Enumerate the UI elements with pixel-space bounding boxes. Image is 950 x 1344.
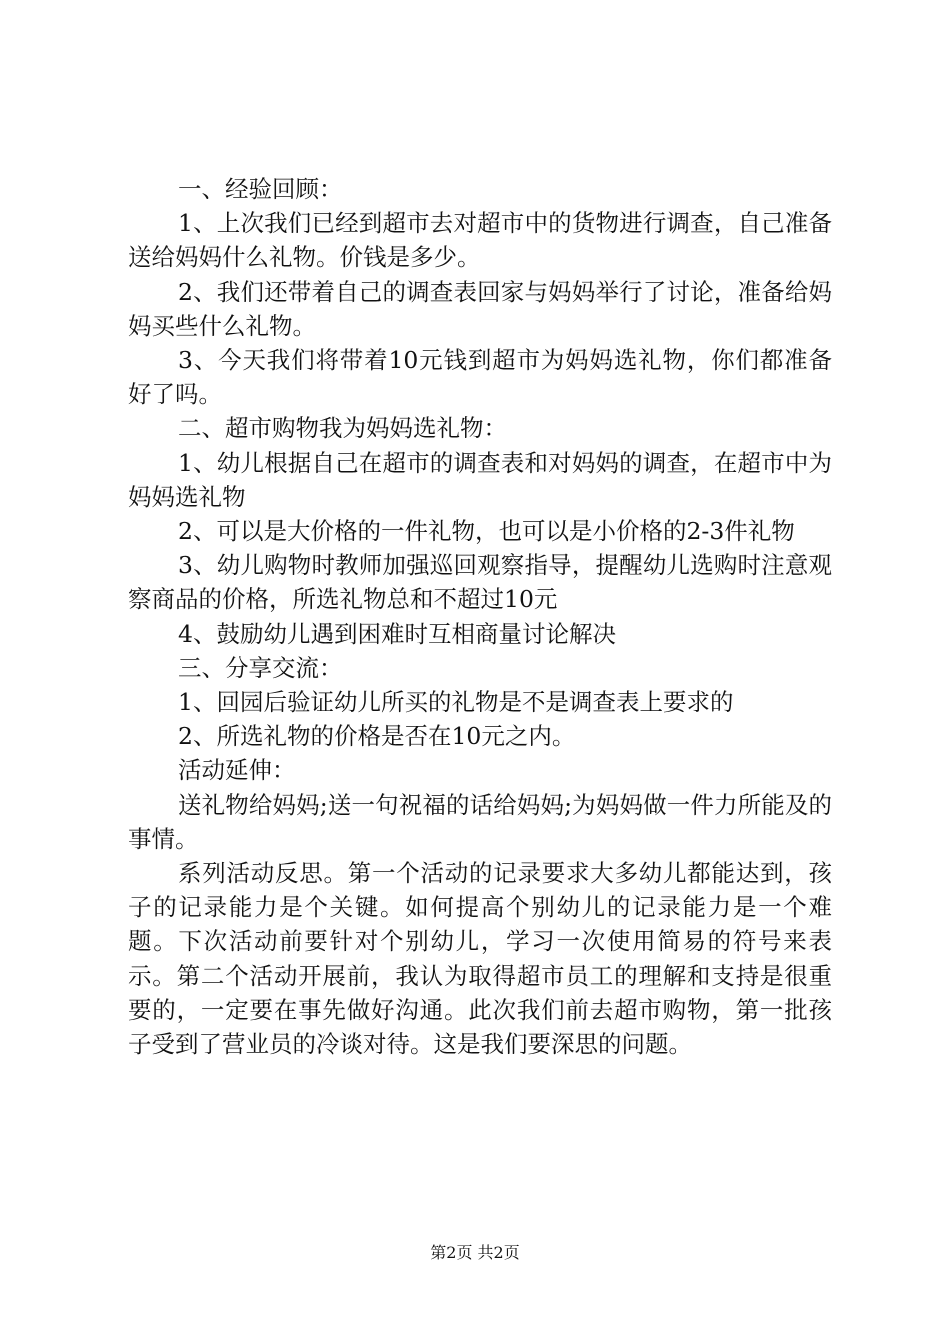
paragraph: 1、幼儿根据自己在超市的调查表和对妈妈的调查，在超市中为妈妈选礼物 bbox=[128, 448, 832, 511]
paragraph: 1、回园后验证幼儿所买的礼物是不是调查表上要求的 bbox=[178, 688, 734, 717]
paragraph: 4、鼓励幼儿遇到困难时互相商量讨论解决 bbox=[178, 619, 616, 648]
paragraph: 3、今天我们将带着10元钱到超市为妈妈选礼物，你们都准备好了吗。 bbox=[128, 346, 832, 409]
reflection-paragraph: 系列活动反思。第一个活动的记录要求大多幼儿都能达到，孩子的记录能力是个关键。如何提高个别幼儿的记录能力是一个难题。下次活动前要针对个别幼儿，学习一次使用简易的符号来表示。第二个活动开展前，我认为取得超市员工的理解和支持是很重要的，一定要在事先做好沟通。此次我们前去超市购物，第一批孩子受到了营业员的冷谈对待。这是我们要深思的问题。 bbox=[128, 859, 832, 1059]
section-heading-shopping: 二、超市购物我为妈妈选礼物： bbox=[178, 414, 507, 443]
document-body bbox=[128, 172, 832, 1061]
section-heading-extension: 活动延伸： bbox=[178, 756, 296, 785]
page-number-footer: 第2页 共2页 bbox=[430, 1243, 520, 1262]
paragraph: 3、幼儿购物时教师加强巡回观察指导，提醒幼儿选购时注意观察商品的价格，所选礼物总和不超过10元 bbox=[128, 551, 832, 614]
paragraph: 2、可以是大价格的一件礼物，也可以是小价格的2-3件礼物 bbox=[178, 517, 795, 546]
paragraph: 送礼物给妈妈;送一句祝福的话给妈妈;为妈妈做一件力所能及的事情。 bbox=[128, 790, 832, 853]
paragraph: 2、所选礼物的价格是否在10元之内。 bbox=[178, 722, 576, 751]
section-heading-review: 一、经验回顾： bbox=[178, 175, 343, 203]
paragraph: 1、上次我们已经到超市去对超市中的货物进行调查，自己准备送给妈妈什么礼物。价钱是多少。 bbox=[128, 209, 832, 272]
section-heading-sharing: 三、分享交流： bbox=[178, 653, 343, 682]
paragraph: 2、我们还带着自己的调查表回家与妈妈举行了讨论，准备给妈妈买些什么礼物。 bbox=[128, 277, 832, 340]
